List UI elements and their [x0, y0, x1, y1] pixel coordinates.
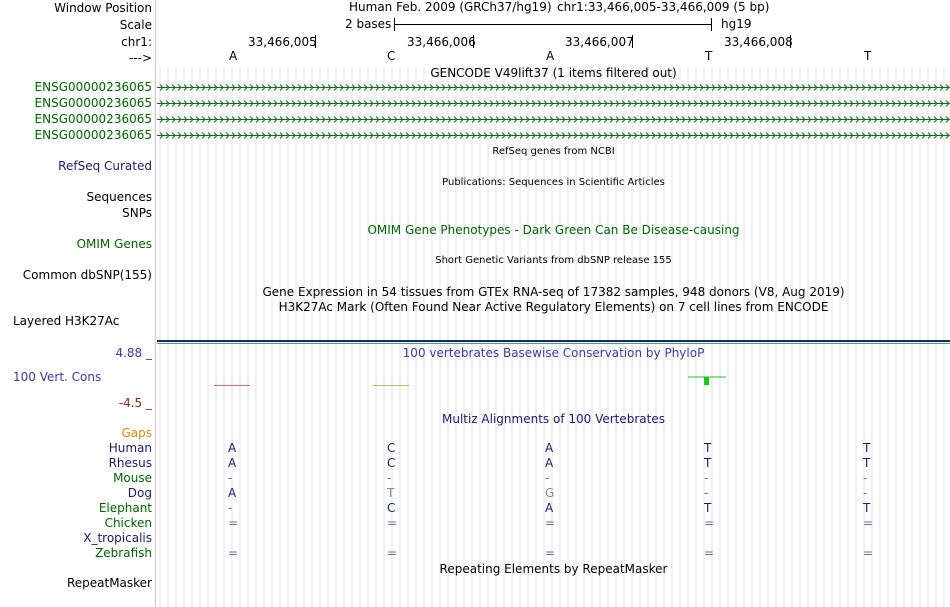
alignment-base: -	[228, 471, 233, 485]
alignment-base: C	[387, 456, 396, 470]
alignment-base: G	[545, 486, 555, 500]
db-label: hg19	[721, 17, 752, 31]
dbsnp-track-label[interactable]: Common dbSNP(155)	[22, 268, 152, 282]
sequences-track-label[interactable]: Sequences	[86, 190, 152, 204]
conservation-max-label: 4.88 _	[115, 346, 152, 360]
alignment-base: =	[387, 546, 398, 560]
base-letter: C	[387, 49, 396, 63]
gtex-track-title[interactable]: Gene Expression in 54 tissues from GTEx RNA-seq of 17382 samples, 948 donors (V8, Aug 2019)	[262, 285, 845, 299]
gencode-item-label[interactable]: ENSG00000236065	[34, 128, 152, 142]
gencode-track-title[interactable]: GENCODE V49lift37 (1 items filtered out)	[430, 66, 677, 80]
dbsnp-track-title[interactable]: Short Genetic Variants from dbSNP release 155	[435, 255, 672, 266]
alignment-base: =	[387, 516, 398, 530]
alignment-base: -	[545, 471, 550, 485]
alignment-base: A	[545, 456, 554, 470]
conservation-track-title[interactable]: 100 vertebrates Basewise Conservation by PhyloP	[402, 346, 705, 360]
alignment-base: =	[228, 546, 239, 560]
alignment-base: -	[863, 471, 868, 485]
species-label[interactable]: Dog	[127, 486, 152, 500]
h3k27ac-track-title[interactable]: H3K27Ac Mark (Often Found Near Active Regulatory Elements) on 7 cell lines from ENCODE	[278, 300, 829, 314]
alignment-base: -	[228, 501, 233, 515]
refseq-track-label[interactable]: RefSeq Curated	[58, 159, 152, 173]
conservation-track-label[interactable]: 100 Vert. Cons	[13, 370, 102, 384]
species-label[interactable]: Rhesus	[108, 456, 152, 470]
assembly-text: Human Feb. 2009 (GRCh37/hg19)	[349, 0, 552, 14]
alignment-base: =	[863, 516, 874, 530]
base-letter: T	[864, 49, 872, 63]
alignment-base: =	[545, 516, 556, 530]
conservation-bar	[704, 377, 709, 385]
gencode-item-label[interactable]: ENSG00000236065	[34, 96, 152, 110]
repeatmasker-track-title[interactable]: Repeating Elements by RepeatMasker	[439, 562, 668, 576]
species-label[interactable]: Human	[108, 441, 152, 455]
alignment-base: -	[704, 486, 709, 500]
base-letter: T	[705, 49, 713, 63]
refseq-track-title[interactable]: RefSeq genes from NCBI	[492, 146, 615, 157]
alignment-base: T	[387, 486, 395, 500]
alignment-base: A	[545, 501, 554, 515]
species-label[interactable]: Mouse	[113, 471, 152, 485]
window-position-label: Window Position	[54, 1, 152, 15]
multiz-track-title[interactable]: Multiz Alignments of 100 Vertebrates	[441, 412, 666, 426]
alignment-base: A	[228, 441, 237, 455]
alignment-base: T	[863, 501, 871, 515]
alignment-base: T	[863, 441, 871, 455]
alignment-base: T	[704, 456, 712, 470]
alignment-base: T	[704, 501, 712, 515]
coord-label: 33,466,007	[565, 35, 634, 49]
species-label[interactable]: X_tropicalis	[83, 531, 152, 545]
coord-label: 33,466,005	[248, 35, 317, 49]
multiz-gaps-label: Gaps	[121, 426, 152, 440]
conservation-min-label: -4.5 _	[118, 396, 152, 410]
base-letter: A	[546, 49, 555, 63]
alignment-base: A	[545, 441, 554, 455]
gencode-item-label[interactable]: ENSG00000236065	[34, 80, 152, 94]
scale-bar-label: 2 bases	[345, 17, 392, 31]
alignment-base: -	[863, 486, 868, 500]
alignment-base: =	[704, 516, 715, 530]
publications-track-title[interactable]: Publications: Sequences in Scientific Articles	[442, 177, 665, 188]
alignment-base: -	[704, 471, 709, 485]
alignment-base: =	[863, 546, 874, 560]
omim-track-title[interactable]: OMIM Gene Phenotypes - Dark Green Can Be Disease-causing	[367, 223, 740, 237]
species-label[interactable]: Chicken	[104, 516, 152, 530]
species-label[interactable]: Elephant	[98, 501, 152, 515]
gencode-item-label[interactable]: ENSG00000236065	[34, 112, 152, 126]
position-text: chr1:33,466,005-33,466,009 (5 bp)	[557, 0, 770, 14]
alignment-base: A	[228, 456, 237, 470]
snps-track-label[interactable]: SNPs	[122, 206, 152, 220]
omim-track-label[interactable]: OMIM Genes	[76, 237, 152, 251]
base-letter: A	[229, 49, 238, 63]
coord-label: 33,466,008	[724, 35, 793, 49]
h3k27ac-track-label[interactable]: Layered H3K27Ac	[13, 314, 120, 328]
repeatmasker-track-label[interactable]: RepeatMasker	[66, 576, 152, 590]
alignment-base: A	[228, 486, 237, 500]
alignment-base: C	[387, 501, 396, 515]
species-label[interactable]: Zebrafish	[95, 546, 152, 560]
alignment-base: C	[387, 441, 396, 455]
alignment-base: =	[545, 546, 556, 560]
coord-label: 33,466,006	[407, 35, 476, 49]
alignment-base: =	[704, 546, 715, 560]
strand-label: --->	[128, 51, 152, 65]
alignment-base: T	[863, 456, 871, 470]
scale-label: Scale	[119, 18, 152, 32]
alignment-base: T	[704, 441, 712, 455]
alignment-base: -	[387, 471, 392, 485]
chrom-label: chr1:	[121, 35, 152, 49]
alignment-base: =	[228, 516, 239, 530]
